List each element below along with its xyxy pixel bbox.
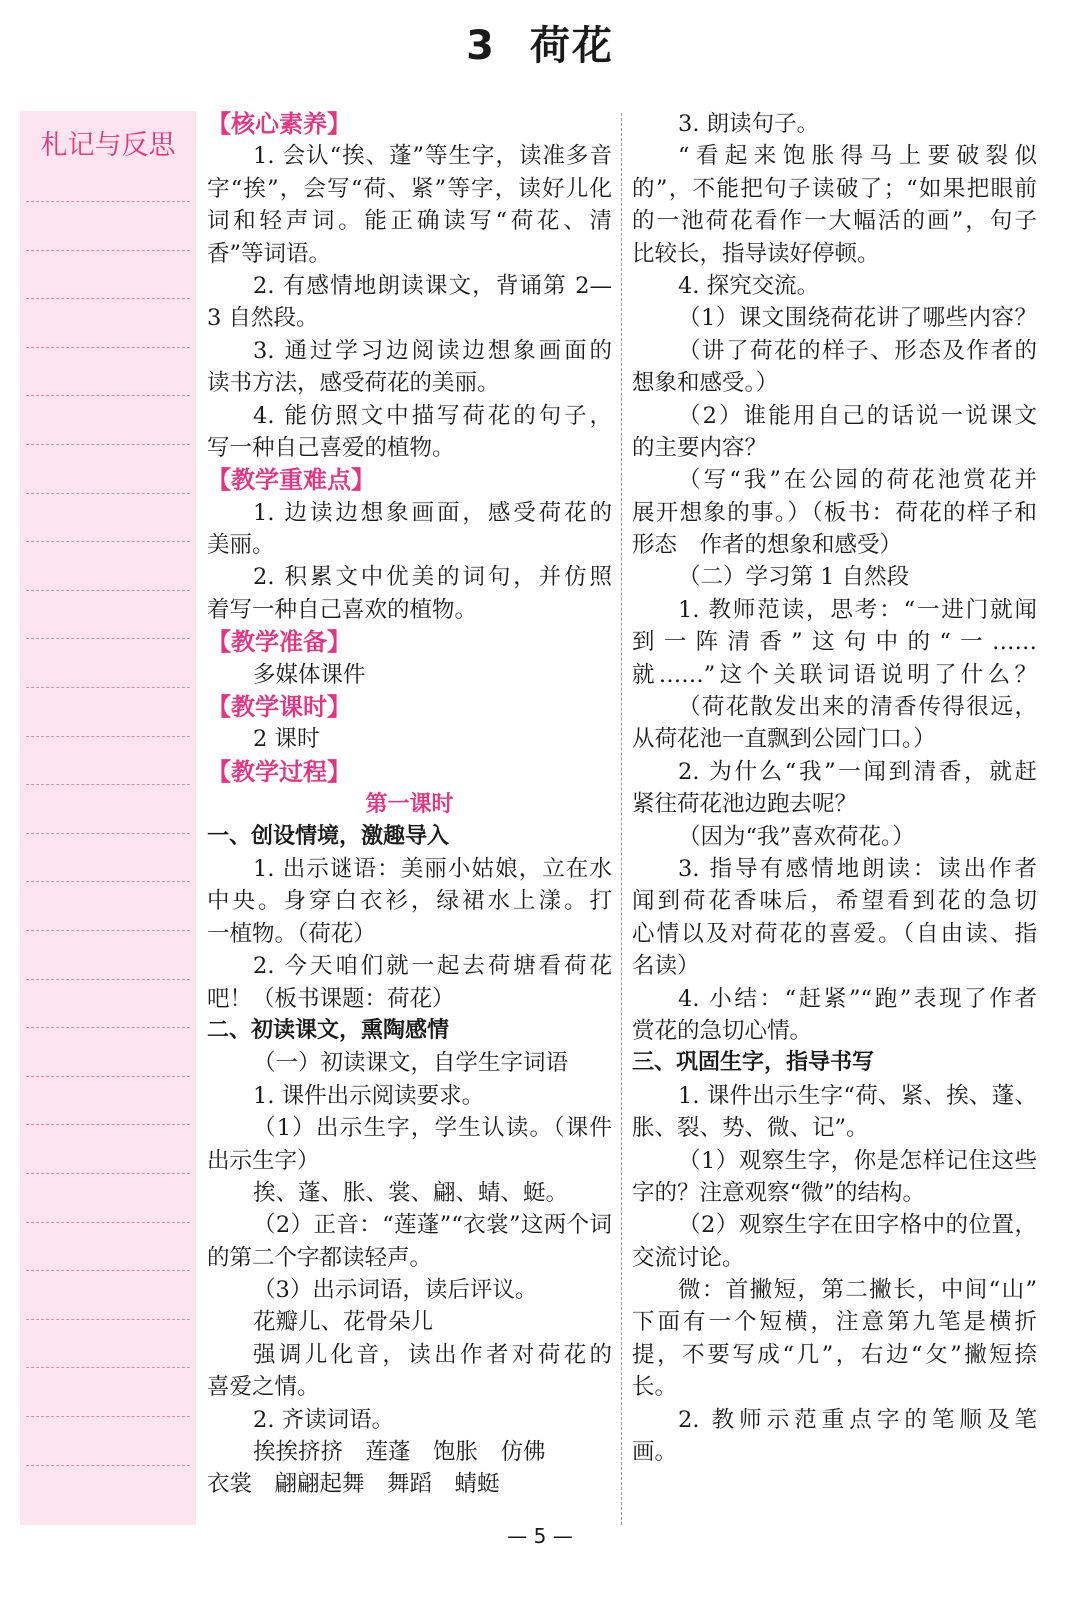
- text-line: 展开想象的事。）（板书：荷花的样子和: [632, 499, 1037, 526]
- note-line: [26, 250, 190, 251]
- text-line: 想象和感受。）: [632, 370, 779, 397]
- note-line: [26, 395, 190, 396]
- text-line: 2. 为什么“我”一闻到清香，就赶: [678, 758, 1037, 785]
- right-column: [632, 108, 1037, 1468]
- note-line: [26, 979, 190, 980]
- text-line: 读书方法，感受荷花的美丽。: [207, 370, 500, 397]
- text-line: （荷花散发出来的清香传得很远，: [678, 694, 1037, 721]
- text-line: 3. 指导有感情地朗读：读出作者: [678, 855, 1037, 882]
- lesson-name: 荷花: [529, 23, 614, 69]
- step-heading: 一、创设情境，激趣导入: [207, 823, 450, 849]
- note-line: [26, 881, 190, 882]
- text-line: 香”等词语。: [207, 240, 332, 267]
- text-line: 多媒体课件: [253, 661, 366, 688]
- text-line: 衣裳 翩翩起舞 舞蹈 蜻蜓: [207, 1471, 500, 1498]
- text-line: （写“我”在公园的荷花池赏花并: [678, 467, 1037, 494]
- text-line: 的第二个字都读轻声。: [207, 1244, 433, 1271]
- text-line: 挨、蓬、胀、裳、翩、蜻、蜓。: [253, 1179, 569, 1206]
- note-lines: [20, 111, 196, 1525]
- text-line: （讲了荷花的样子、形态及作者的: [678, 337, 1037, 364]
- text-line: 胀、裂、势、微、记”。: [632, 1115, 869, 1142]
- text-line: （二）学习第 1 自然段: [678, 564, 910, 591]
- text-line: 的”，不能把句子读破了；“如果把眼前: [632, 175, 1037, 202]
- note-line: [26, 347, 190, 348]
- text-line: 名读）: [632, 953, 700, 980]
- note-line: [26, 784, 190, 785]
- text-line: 3 自然段。: [207, 305, 319, 332]
- text-line: 从荷花池一直飘到公园门口。）: [632, 726, 936, 753]
- note-line: [26, 1319, 190, 1320]
- text-line: 字的？注意观察“微”的结构。: [632, 1179, 926, 1206]
- text-line: 交流讨论。: [632, 1244, 745, 1271]
- text-line: 1. 边读边想象画面，感受荷花的: [253, 499, 612, 526]
- note-line: [26, 736, 190, 737]
- text-line: 4. 小结：“赶紧”“跑”表现了作者: [678, 985, 1037, 1012]
- note-line: [26, 444, 190, 445]
- text-line: 提，不要写成“几”，右边“攵”撇短捺: [632, 1341, 1037, 1368]
- note-line: [26, 1465, 190, 1466]
- text-line: （2）观察生字在田字格中的位置，: [678, 1212, 1037, 1239]
- text-line: 一植物。（荷花）: [207, 920, 376, 947]
- sidebar-title: 札记与反思: [40, 130, 176, 161]
- text-line: 1. 会认“挨、蓬”等生字，读准多音: [253, 143, 612, 170]
- text-line: 美丽。: [207, 532, 275, 559]
- note-line: [26, 1124, 190, 1125]
- note-line: [26, 1076, 190, 1077]
- text-line: 画。: [632, 1439, 678, 1466]
- text-line: 3. 朗读句子。: [678, 111, 820, 137]
- note-line: [26, 1222, 190, 1223]
- text-line: 下面有一个短横，注意第九笔是横折: [632, 1309, 1037, 1336]
- text-line: 的主要内容？: [632, 434, 768, 461]
- text-line: 着写一种自己喜欢的植物。: [207, 596, 478, 623]
- text-line: （因为“我”喜欢荷花。）: [678, 823, 915, 850]
- text-line: 强调儿化音，读出作者对荷花的: [253, 1341, 612, 1368]
- text-line: 的一池荷花看作一大幅活的画”，句子: [632, 208, 1037, 235]
- text-line: 字“挨”，会写“荷、紧”等字，读好儿化: [207, 175, 612, 202]
- note-line: [26, 687, 190, 688]
- page-number: — 5 —: [507, 1524, 573, 1548]
- text-line: （1）出示生字，学生认读。（课件: [253, 1115, 612, 1142]
- text-line: 2 课时: [253, 726, 320, 753]
- text-line: 4. 能仿照文中描写荷花的句子，: [253, 402, 612, 429]
- text-line: 长。: [632, 1374, 678, 1401]
- text-line: 形态 作者的想象和感受）: [632, 532, 903, 559]
- text-line: 2. 齐读词语。: [253, 1406, 395, 1433]
- section-heading: 【核心素养】: [207, 110, 351, 138]
- lesson-title: [0, 14, 1080, 71]
- note-line: [26, 1416, 190, 1417]
- text-line: 词和轻声词。能正确读写“荷花、清: [207, 208, 612, 235]
- text-line: （3）出示词语，读后评议。: [253, 1277, 538, 1304]
- notes-sidebar: [20, 111, 196, 1525]
- step-heading: 三、巩固生字，指导书写: [632, 1050, 875, 1076]
- note-line: [26, 1270, 190, 1271]
- text-line: 喜爱之情。: [207, 1374, 320, 1401]
- column-divider: [621, 113, 622, 1525]
- note-line: [26, 541, 190, 542]
- text-line: 闻到荷花香味后，希望看到花的急切: [632, 888, 1037, 915]
- text-line: 写一种自己喜爱的植物。: [207, 434, 455, 461]
- text-line: 微：首撇短，第二撇长，中间“山”: [678, 1277, 1037, 1304]
- text-line: 1. 教师范读，思考：“一进门就闻: [678, 596, 1037, 623]
- text-line: 2. 有感情地朗读课文，背诵第 2—: [253, 272, 612, 299]
- note-line: [26, 298, 190, 299]
- step-heading: 二、初读课文，熏陶感情: [207, 1017, 450, 1043]
- text-line: 1. 课件出示阅读要求。: [253, 1082, 485, 1109]
- lesson-number: 3: [466, 23, 496, 69]
- lesson-period-heading: 第一课时: [365, 791, 454, 818]
- note-line: [26, 930, 190, 931]
- text-line: （1）课文围绕荷花讲了哪些内容？: [678, 305, 1037, 332]
- text-line: 1. 课件出示生字“荷、紧、挨、蓬、: [678, 1082, 1037, 1109]
- text-line: 赏花的急切心情。: [632, 1017, 813, 1044]
- section-heading: 【教学过程】: [207, 757, 351, 786]
- text-line: 比较长，指导读好停顿。: [632, 240, 880, 267]
- note-line: [26, 833, 190, 834]
- text-line: 吧！（板书课题：荷花）: [207, 985, 455, 1012]
- text-line: 出示生字）: [207, 1147, 320, 1174]
- section-heading: 【教学重难点】: [207, 466, 375, 495]
- text-line: “看起来饱胀得马上要破裂似: [678, 143, 1037, 170]
- text-line: 2. 今天咱们就一起去荷塘看荷花: [253, 953, 612, 980]
- text-line: 4. 探究交流。: [678, 272, 820, 299]
- text-line: 到一阵清香”这句中的“一……: [632, 629, 1037, 656]
- text-line: 1. 出示谜语：美丽小姑娘，立在水: [253, 855, 612, 882]
- note-line: [26, 1173, 190, 1174]
- left-column: [207, 108, 612, 1501]
- text-line: 中央。身穿白衣衫，绿裙水上漾。打: [207, 888, 612, 915]
- text-line: （2）正音：“莲蓬”“衣裳”这两个词: [253, 1212, 612, 1239]
- text-line: 挨挨挤挤 莲蓬 饱胀 仿佛: [253, 1439, 546, 1466]
- text-line: 心情以及对荷花的喜爱。（自由读、指: [632, 920, 1037, 947]
- text-line: 2. 积累文中优美的词句，并仿照: [253, 564, 612, 591]
- text-line: 就……”这个关联词语说明了什么？: [632, 661, 1037, 688]
- note-line: [26, 201, 190, 202]
- section-heading: 【教学课时】: [207, 693, 351, 722]
- text-line: 3. 通过学习边阅读边想象画面的: [253, 337, 612, 364]
- text-line: （2）谁能用自己的话说一说课文: [678, 402, 1037, 429]
- section-heading: 【教学准备】: [207, 628, 351, 657]
- note-line: [26, 1367, 190, 1368]
- text-line: 2. 教师示范重点字的笔顺及笔: [678, 1406, 1037, 1433]
- text-line: 紧往荷花池边跑去呢？: [632, 791, 858, 818]
- text-line: （一）初读课文，自学生字词语: [253, 1050, 569, 1077]
- note-line: [26, 1027, 190, 1028]
- note-line: [26, 493, 190, 494]
- text-line: 花瓣儿、花骨朵儿: [253, 1309, 434, 1336]
- text-line: （1）观察生字，你是怎样记住这些: [678, 1147, 1037, 1174]
- note-line: [26, 590, 190, 591]
- note-line: [26, 638, 190, 639]
